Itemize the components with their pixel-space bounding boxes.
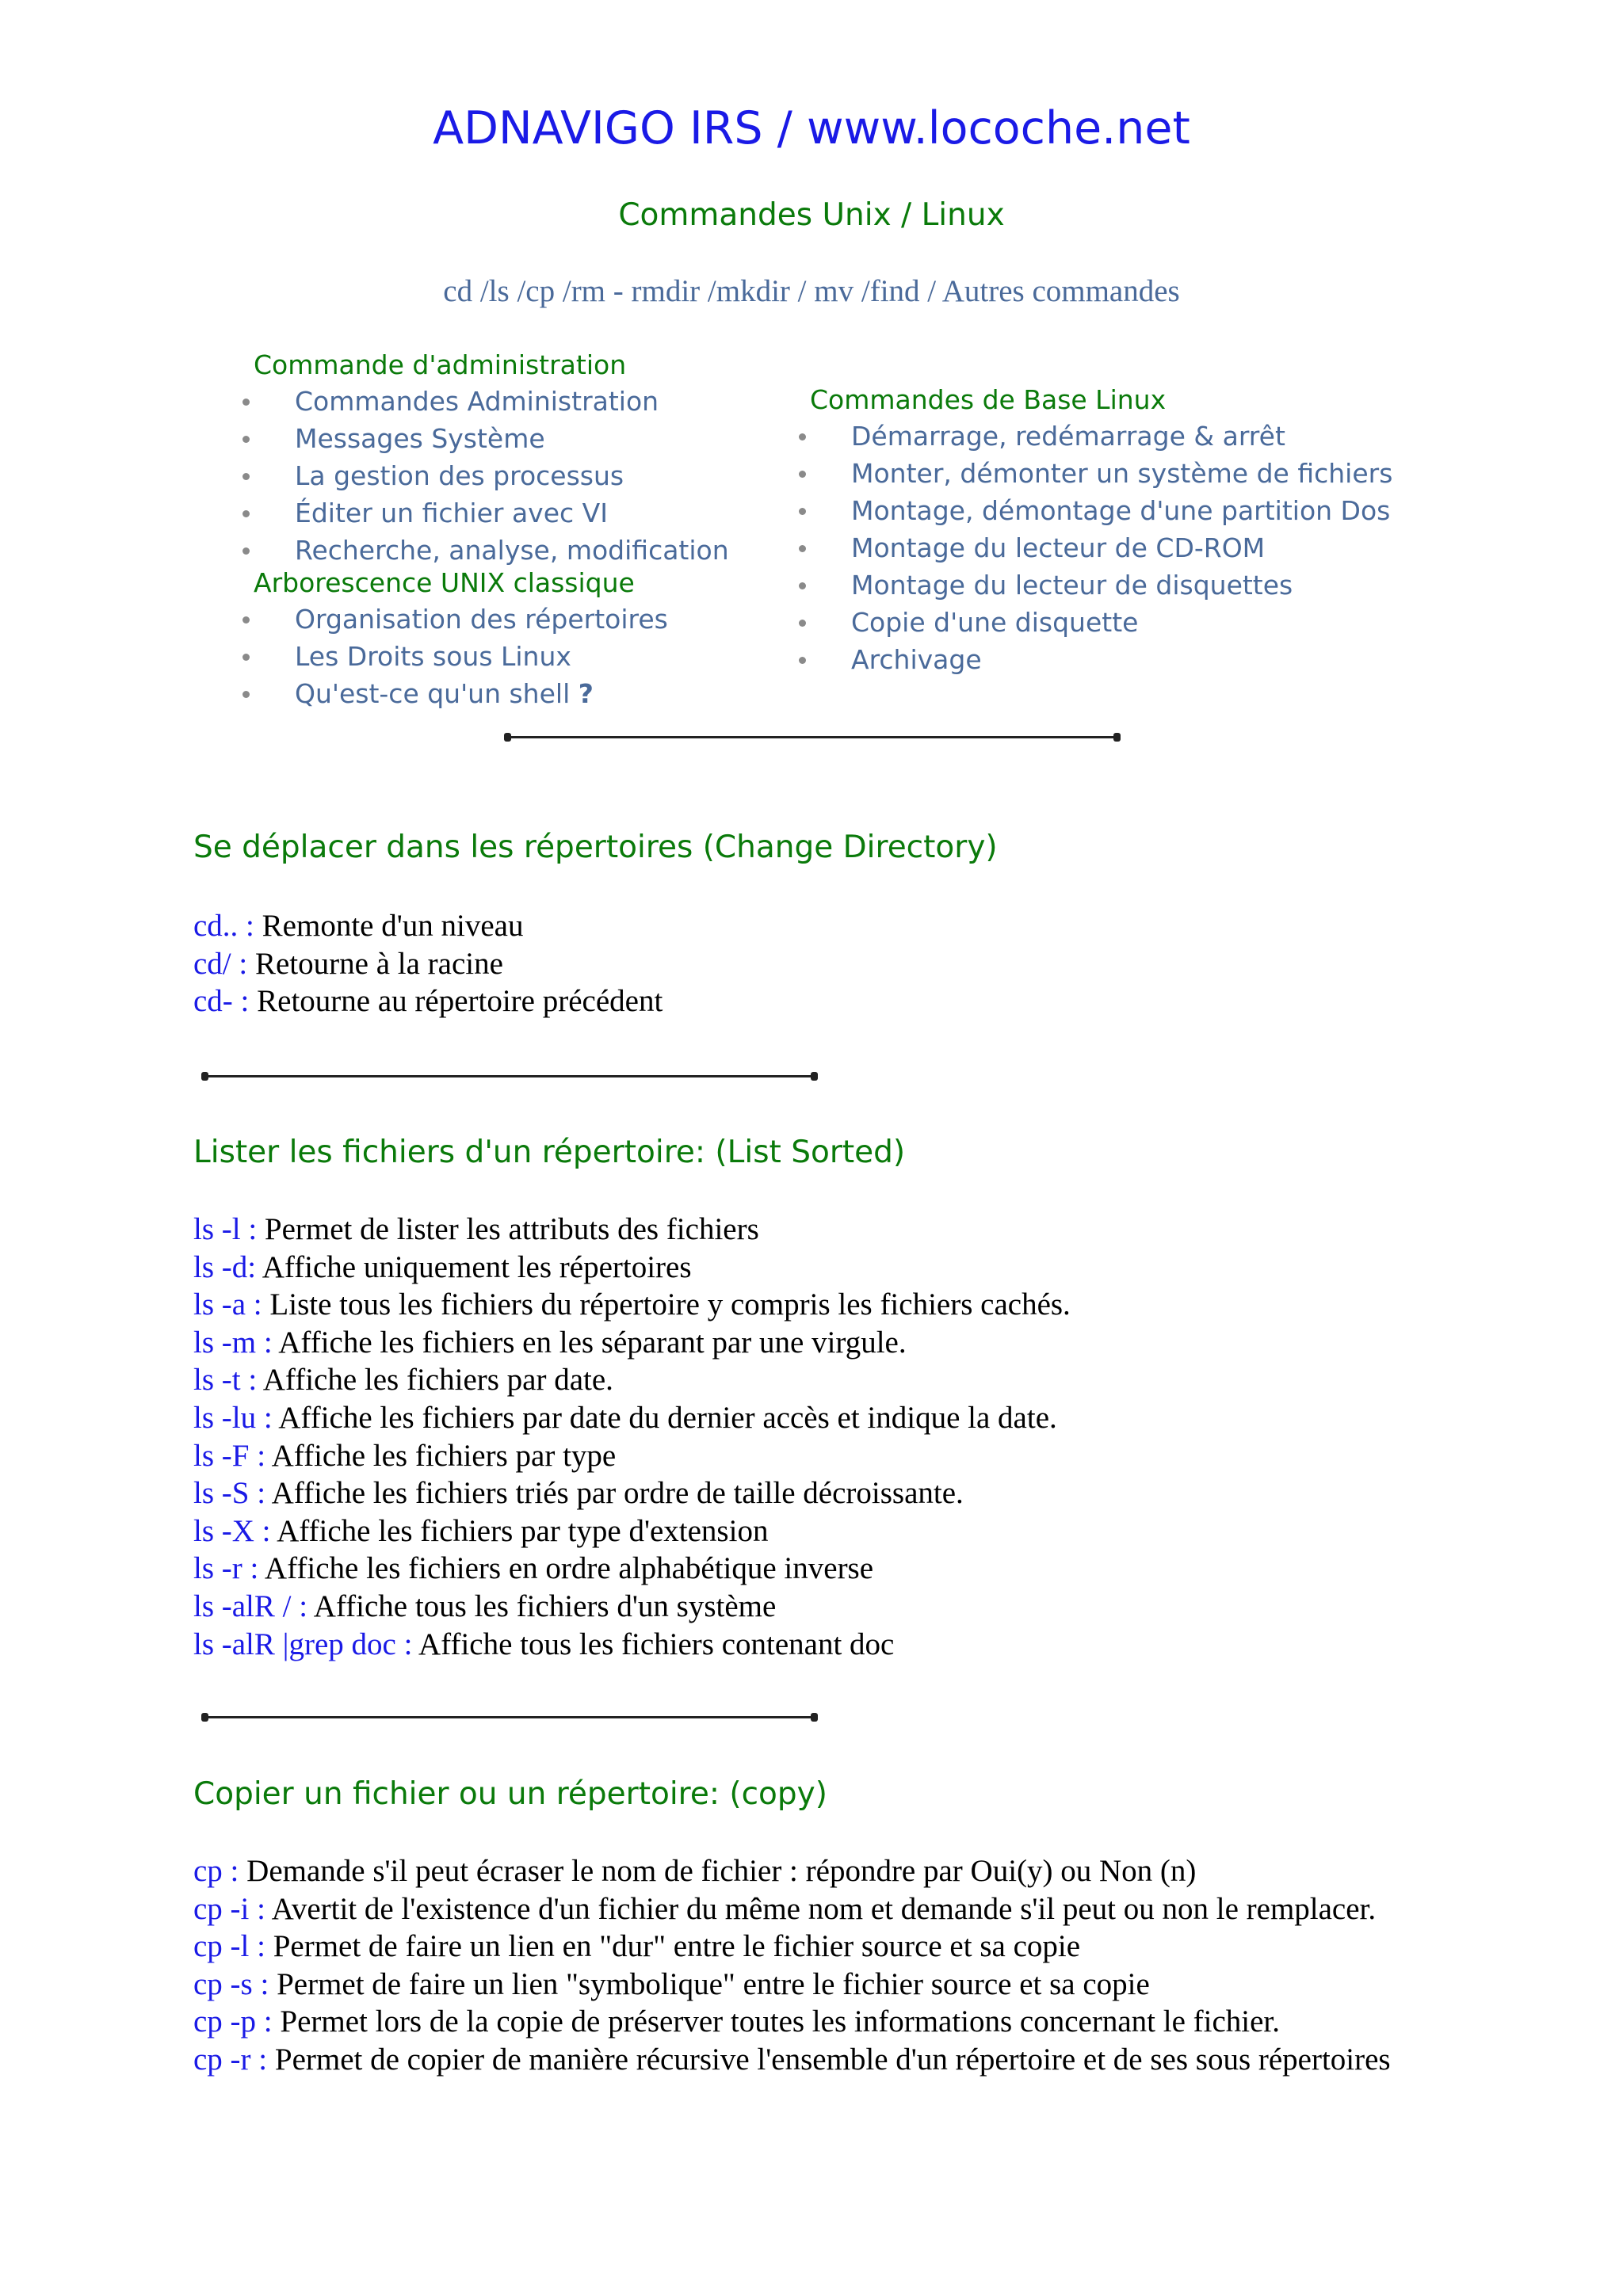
menu-item-mount-cdrom[interactable]: Montage du lecteur de CD-ROM <box>799 530 1392 567</box>
menu-item-what-is-shell[interactable]: Qu'est-ce qu'un shell ? <box>242 676 729 713</box>
section-heading-cp: Copier un fichier ou un répertoire: (copy) <box>193 1776 827 1812</box>
bullet-icon <box>799 545 806 552</box>
bullet-icon <box>242 436 250 443</box>
list-item: ls -alR |grep doc : Affiche tous les fichiers contenant doc <box>193 1627 895 1661</box>
list-item: ls -S : Affiche les fichiers triés par ordre de taille décroissante. <box>193 1476 964 1511</box>
nav-link-other-commands[interactable]: Autres commandes <box>941 274 1180 308</box>
list-item: cd.. : Remonte d'un niveau <box>193 909 524 943</box>
nav-link-ls[interactable]: ls <box>488 274 510 308</box>
bullet-icon <box>242 691 250 698</box>
list-item: ls -a : Liste tous les fichiers du répertoire y compris les fichiers cachés. <box>193 1287 1071 1322</box>
divider <box>203 1075 816 1077</box>
list-item: ls -m : Affiche les fichiers en les séparant par une virgule. <box>193 1325 907 1360</box>
menu-item-mount-filesystem[interactable]: Monter, démonter un système de fichiers <box>799 456 1392 493</box>
nav-link-rm-rmdir[interactable]: rm - rmdir <box>571 274 701 308</box>
list-item: cp -l : Permet de faire un lien en "dur" entre le fichier source et sa copie <box>193 1929 1081 1964</box>
divider <box>506 736 1119 738</box>
bullet-icon <box>242 547 250 555</box>
nav-link-cd[interactable]: cd <box>443 274 473 308</box>
cp-command-list <box>193 1852 1430 2079</box>
bullet-icon <box>799 508 806 515</box>
bullet-icon <box>799 582 806 589</box>
divider <box>203 1716 816 1718</box>
menu-item-linux-permissions[interactable]: Les Droits sous Linux <box>242 639 729 676</box>
list-item: cd- : Retourne au répertoire précédent <box>193 984 663 1019</box>
list-item: cp -r : Permet de copier de manière récursive l'ensemble d'un répertoire et de ses sous répertoires <box>193 2042 1391 2077</box>
ls-command-list <box>193 1211 1071 1663</box>
nav-link-mv[interactable]: mv <box>814 274 854 308</box>
bullet-icon <box>799 433 806 441</box>
bullet-icon <box>242 399 250 406</box>
bullet-icon <box>242 654 250 661</box>
menu-item-directory-organization[interactable]: Organisation des répertoires <box>242 601 729 639</box>
nav-link-find[interactable]: find <box>869 274 920 308</box>
list-item: ls -l : Permet de lister les attributs des fichiers <box>193 1212 759 1246</box>
menu-left-column <box>254 347 729 713</box>
section-heading-ls: Lister les fichiers d'un répertoire: (List Sorted) <box>193 1135 906 1170</box>
menu-item-copy-floppy[interactable]: Copie d'une disquette <box>799 605 1392 642</box>
bullet-icon <box>242 510 250 517</box>
menu-right-column <box>810 382 1392 679</box>
page-subtitle: Commandes Unix / Linux <box>618 197 1005 233</box>
menu-item-search-analysis[interactable]: Recherche, analyse, modification <box>242 532 729 570</box>
menu-item-mount-floppy[interactable]: Montage du lecteur de disquettes <box>799 567 1392 605</box>
section-heading-cd: Se déplacer dans les répertoires (Change Directory) <box>193 830 998 865</box>
bullet-icon <box>799 620 806 627</box>
menu-item-system-messages[interactable]: Messages Système <box>242 421 729 458</box>
list-item: ls -r : Affiche les fichiers en ordre alphabétique inverse <box>193 1551 874 1586</box>
menu-item-mount-dos-partition[interactable]: Montage, démontage d'une partition Dos <box>799 493 1392 530</box>
menu-heading-base-commands: Commandes de Base Linux <box>810 384 1167 415</box>
list-item: ls -F : Affiche les fichiers par type <box>193 1438 617 1473</box>
list-item: ls -alR / : Affiche tous les fichiers d'un système <box>193 1589 777 1623</box>
menu-heading-unix-tree: Arborescence UNIX classique <box>254 567 635 598</box>
list-item: ls -lu : Affiche les fichiers par date du dernier accès et indique la date. <box>193 1400 1057 1435</box>
bullet-icon <box>242 473 250 480</box>
menu-heading-administration: Commande d'administration <box>254 349 627 380</box>
list-item: cp -s : Permet de faire un lien "symbolique" entre le fichier source et sa copie <box>193 1966 1150 2001</box>
list-item: ls -d: Affiche uniquement les répertoires <box>193 1249 692 1284</box>
list-item: cd/ : Retourne à la racine <box>193 946 503 981</box>
list-item: ls -t : Affiche les fichiers par date. <box>193 1363 613 1398</box>
bullet-icon <box>799 471 806 478</box>
menu-item-vi-editor[interactable]: Éditer un fichier avec VI <box>242 495 729 532</box>
menu-item-process-management[interactable]: La gestion des processus <box>242 458 729 495</box>
list-item: cp -i : Avertit de l'existence d'un fichier du même nom et demande s'il peut ou non le remplacer. <box>193 1891 1377 1926</box>
menu-item-admin-commands[interactable]: Commandes Administration <box>242 383 729 421</box>
nav-link-mkdir[interactable]: mkdir <box>716 274 790 308</box>
site-title: ADNAVIGO IRS / www.locoche.net <box>433 102 1190 154</box>
menu-item-archiving[interactable]: Archivage <box>799 642 1392 679</box>
command-nav: cd /ls /cp /rm - rmdir /mkdir / mv /find / Autres commandes <box>443 274 1180 308</box>
list-item: cp : Demande s'il peut écraser le nom de fichier : répondre par Oui(y) ou Non (n) <box>193 1854 1197 1888</box>
nav-link-cp[interactable]: cp <box>525 274 556 308</box>
cd-command-list <box>193 907 663 1020</box>
menu-item-boot-shutdown[interactable]: Démarrage, redémarrage & arrêt <box>799 418 1392 456</box>
bullet-icon <box>242 616 250 624</box>
list-item: cp -p : Permet lors de la copie de préserver toutes les informations concernant le fichier. <box>193 2004 1281 2039</box>
list-item: ls -X : Affiche les fichiers par type d'extension <box>193 1513 769 1548</box>
bullet-icon <box>799 657 806 664</box>
